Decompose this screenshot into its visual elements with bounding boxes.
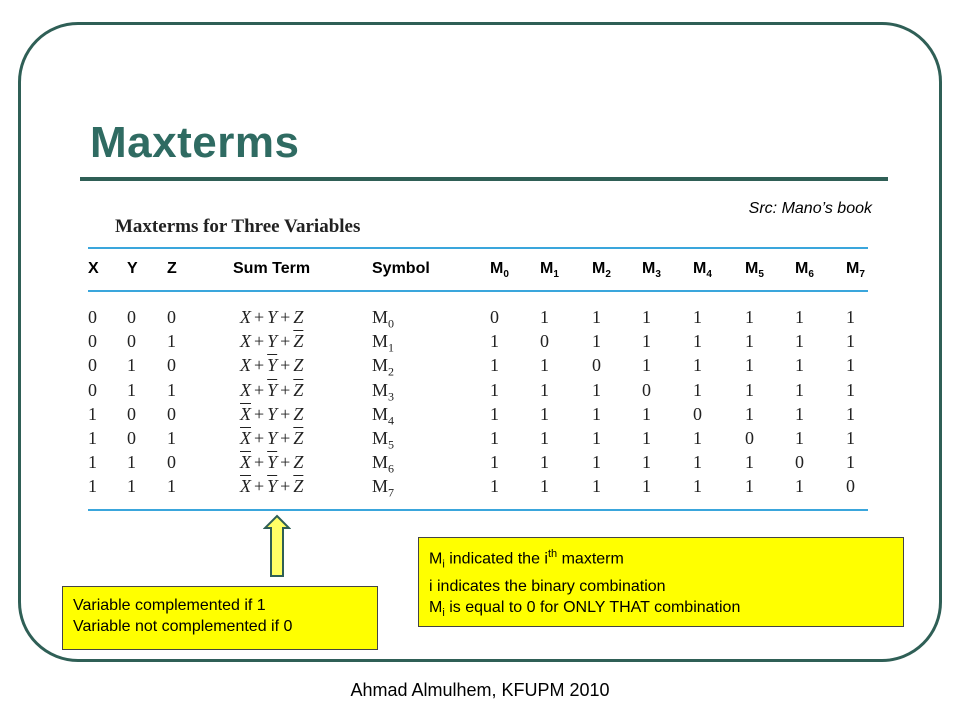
cell-z: 1	[167, 331, 176, 352]
cell-y: 0	[127, 331, 136, 352]
cell-maxterm-value: 1	[490, 403, 499, 424]
cell-maxterm-value: 1	[540, 452, 549, 473]
cell-maxterm-value: 1	[795, 403, 804, 424]
column-header: $M_2$	[592, 260, 611, 281]
note-line: Variable complemented if 1	[73, 597, 266, 614]
cell-x: 1	[88, 403, 97, 424]
cell-z: 1	[167, 476, 176, 497]
cell-y: 1	[127, 355, 136, 376]
cell-maxterm-value: 1	[490, 355, 499, 376]
note-line: $M_i$ is equal to 0 for ONLY THAT combination	[429, 598, 741, 619]
cell-maxterm-value: 1	[846, 355, 855, 376]
cell-symbol: $M_3$	[372, 379, 395, 404]
table-bottom-rule	[88, 509, 868, 511]
column-header: $M_3$	[642, 260, 661, 281]
cell-maxterm-value: 0	[745, 428, 754, 448]
cell-maxterm-value: 1	[540, 428, 549, 448]
cell-y: 1	[127, 452, 136, 473]
cell-maxterm-value: 1	[490, 428, 499, 448]
note-line: $M_i$ indicated the $i^{th}$ maxterm	[429, 548, 624, 571]
column-header: Sum Term	[233, 260, 311, 277]
cell-maxterm-value: 0	[846, 476, 855, 497]
title-divider	[80, 177, 888, 181]
source-citation: Src: Mano’s book	[748, 200, 872, 217]
cell-maxterm-value: 1	[490, 476, 499, 497]
note-line: i indicates the binary combination	[429, 577, 666, 595]
cell-z: 0	[167, 307, 176, 327]
cell-maxterm-value: 0	[540, 331, 549, 352]
cell-maxterm-value: 1	[642, 403, 651, 424]
cell-maxterm-value: 1	[642, 331, 651, 352]
cell-maxterm-value: 1	[693, 452, 702, 473]
cell-maxterm-value: 1	[490, 379, 499, 400]
cell-maxterm-value: 1	[693, 355, 702, 376]
cell-symbol: $M_4$	[372, 403, 395, 428]
footer-credit: Ahmad Almulhem, KFUPM 2010	[350, 680, 610, 700]
cell-z: 1	[167, 379, 176, 400]
cell-maxterm-value: 1	[745, 452, 754, 473]
cell-maxterm-value: 1	[642, 452, 651, 473]
cell-maxterm-value: 1	[745, 476, 754, 497]
cell-maxterm-value: 1	[795, 476, 804, 497]
cell-maxterm-value: 0	[795, 452, 804, 473]
cell-sum-term: $\overline{X} + \overline{Y} + \overline{Z}$	[240, 476, 304, 497]
cell-maxterm-value: 1	[642, 428, 651, 448]
cell-z: 0	[167, 452, 176, 473]
cell-maxterm-value: 1	[693, 476, 702, 497]
cell-maxterm-value: 1	[490, 331, 499, 352]
cell-sum-term: $\overline{X} + \overline{Y} + Z$	[240, 452, 304, 473]
cell-maxterm-value: 1	[846, 331, 855, 352]
cell-maxterm-value: 1	[745, 331, 754, 352]
column-header: $M_6$	[795, 260, 814, 281]
cell-maxterm-value: 1	[592, 452, 601, 473]
cell-sum-term: $X + Y + \overline{Z}$	[240, 331, 304, 352]
cell-symbol: $M_5$	[372, 428, 395, 452]
cell-maxterm-value: 1	[745, 379, 754, 400]
cell-maxterm-value: 1	[693, 379, 702, 400]
cell-y: 1	[127, 379, 136, 400]
cell-y: 0	[127, 307, 136, 327]
table-header-rule	[88, 290, 868, 292]
cell-maxterm-value: 1	[795, 331, 804, 352]
cell-maxterm-value: 1	[745, 355, 754, 376]
cell-maxterm-value: 1	[846, 452, 855, 473]
cell-maxterm-value: 0	[693, 403, 702, 424]
up-arrow-icon	[263, 514, 291, 578]
cell-maxterm-value: 1	[693, 307, 702, 327]
cell-maxterm-value: 1	[846, 403, 855, 424]
cell-maxterm-value: 1	[592, 428, 601, 448]
cell-maxterm-value: 1	[795, 307, 804, 327]
cell-maxterm-value: 1	[592, 331, 601, 352]
column-header: $M_7$	[846, 260, 865, 281]
cell-maxterm-value: 1	[592, 403, 601, 424]
note-line: Variable not complemented if 0	[73, 618, 293, 635]
cell-maxterm-value: 1	[846, 379, 855, 400]
cell-z: 1	[167, 428, 176, 448]
column-header: $M_5$	[745, 260, 764, 281]
cell-maxterm-value: 1	[693, 331, 702, 352]
cell-z: 0	[167, 403, 176, 424]
cell-x: 1	[88, 428, 97, 448]
cell-maxterm-value: 1	[795, 355, 804, 376]
cell-maxterm-value: 1	[745, 307, 754, 327]
cell-maxterm-value: 1	[795, 379, 804, 400]
cell-symbol: $M_0$	[372, 307, 395, 331]
cell-x: 1	[88, 476, 97, 497]
cell-maxterm-value: 1	[642, 355, 651, 376]
cell-z: 0	[167, 355, 176, 376]
cell-x: 1	[88, 452, 97, 473]
table-title: Maxterms for Three Variables	[115, 216, 361, 237]
cell-sum-term: X + Y + Z	[240, 307, 304, 327]
cell-y: 1	[127, 476, 136, 497]
maxterm-explanation-note	[418, 537, 904, 627]
column-header: $M_1$	[540, 260, 559, 281]
cell-sum-term: $\overline{X} + Y + \overline{Z}$	[240, 428, 304, 448]
column-header: Y	[127, 260, 138, 277]
cell-maxterm-value: 1	[592, 307, 601, 327]
cell-maxterm-value: 1	[795, 428, 804, 448]
complement-note	[62, 586, 378, 650]
cell-maxterm-value: 0	[490, 307, 499, 327]
cell-maxterm-value: 1	[745, 403, 754, 424]
column-header: $M_0$	[490, 260, 509, 281]
cell-maxterm-value: 1	[846, 307, 855, 327]
table-top-rule	[88, 247, 868, 249]
cell-maxterm-value: 1	[540, 307, 549, 327]
cell-x: 0	[88, 379, 97, 400]
page-title: Maxterms	[90, 118, 300, 167]
cell-maxterm-value: 1	[540, 355, 549, 376]
cell-x: 0	[88, 355, 97, 376]
cell-symbol: $M_7$	[372, 476, 395, 500]
column-header: Z	[167, 260, 177, 277]
cell-symbol: $M_2$	[372, 355, 395, 379]
cell-maxterm-value: 1	[540, 403, 549, 424]
column-header: X	[88, 260, 99, 277]
cell-y: 0	[127, 428, 136, 448]
cell-symbol: $M_6$	[372, 452, 395, 476]
cell-maxterm-value: 1	[540, 476, 549, 497]
cell-symbol: $M_1$	[372, 331, 395, 355]
cell-maxterm-value: 0	[592, 355, 601, 376]
cell-sum-term: $X + \overline{Y} + \overline{Z}$	[240, 379, 304, 400]
cell-maxterm-value: 0	[642, 379, 651, 400]
cell-sum-term: $\overline{X} + Y + Z$	[240, 403, 304, 424]
cell-maxterm-value: 1	[846, 428, 855, 448]
cell-sum-term: $X + \overline{Y} + Z$	[240, 355, 304, 376]
column-header: $M_4$	[693, 260, 712, 281]
cell-maxterm-value: 1	[592, 476, 601, 497]
column-header: Symbol	[372, 260, 430, 277]
cell-maxterm-value: 1	[642, 476, 651, 497]
cell-maxterm-value: 1	[693, 428, 702, 448]
cell-maxterm-value: 1	[490, 452, 499, 473]
cell-maxterm-value: 1	[642, 307, 651, 327]
cell-x: 0	[88, 307, 97, 327]
cell-y: 0	[127, 403, 136, 424]
cell-maxterm-value: 1	[540, 379, 549, 400]
cell-maxterm-value: 1	[592, 379, 601, 400]
cell-x: 0	[88, 331, 97, 352]
